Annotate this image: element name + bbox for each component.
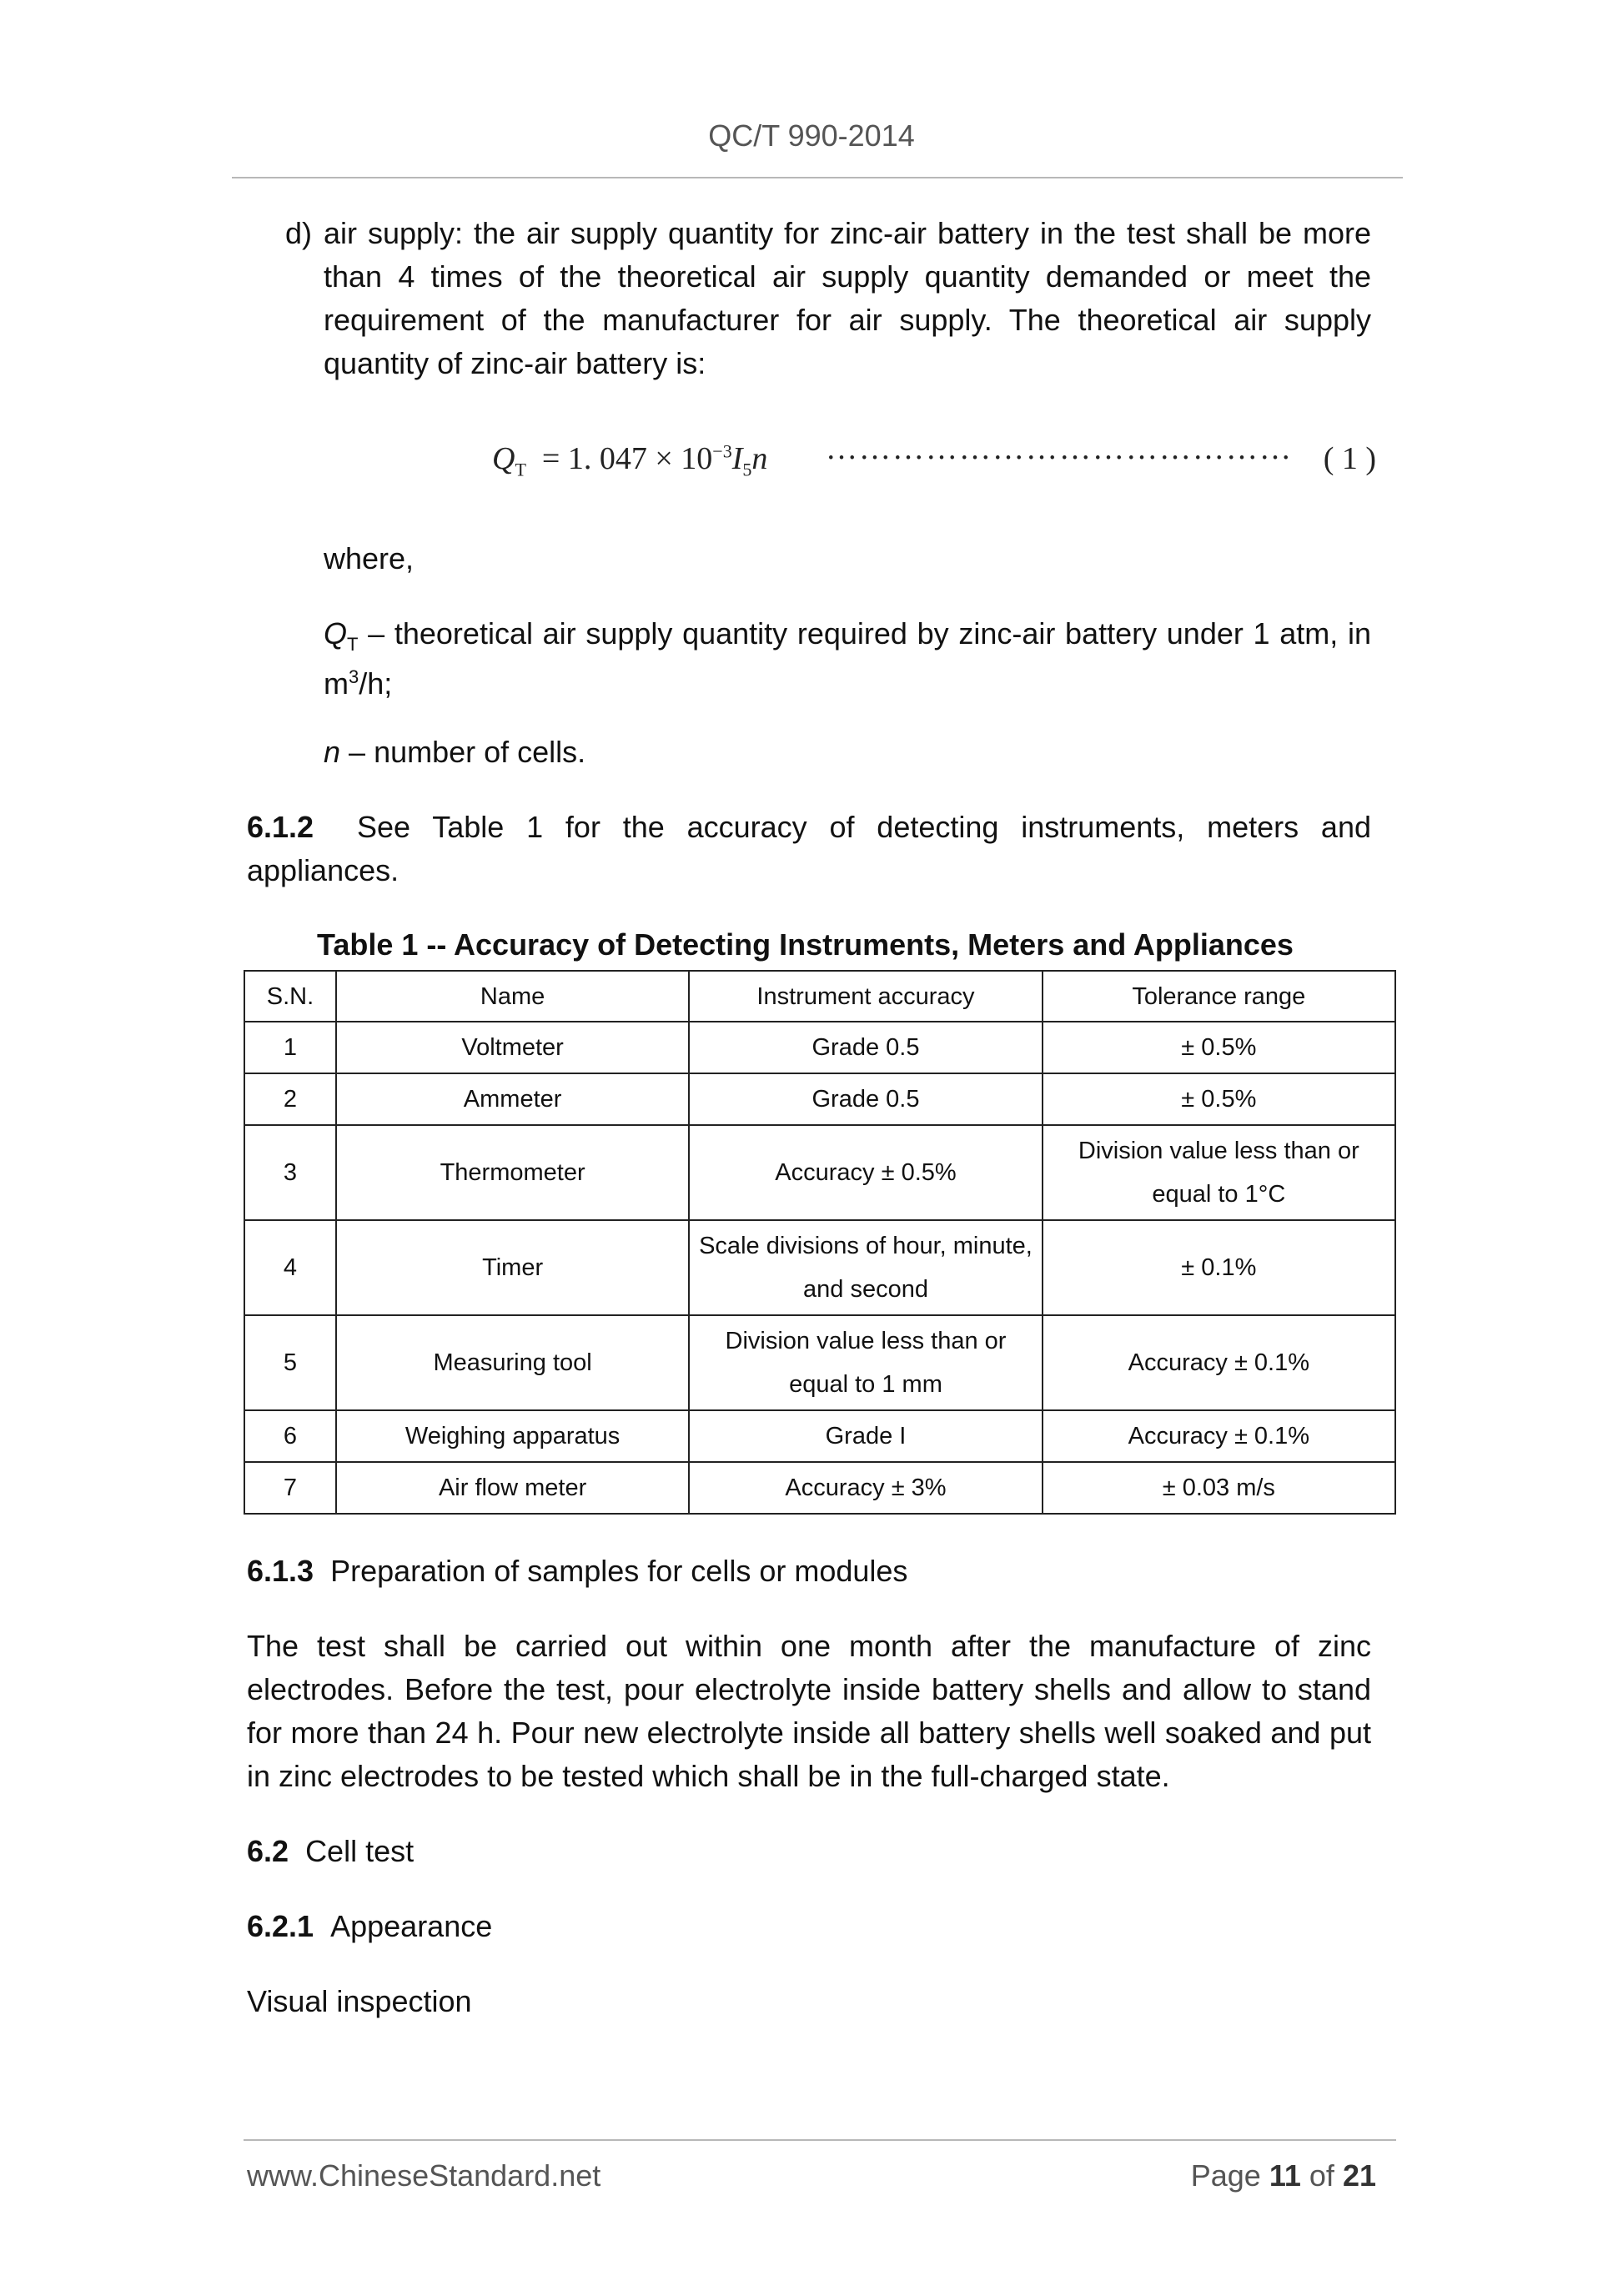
section-6-1-3-line-3: for more than 24 h. Pour new electrolyte inside all battery shells well soaked and put — [247, 1716, 1371, 1750]
table-title: Table 1 -- Accuracy of Detecting Instruments, Meters and Appliances — [317, 927, 1294, 962]
table-cell: 3 — [244, 1125, 336, 1220]
section-6-1-3-line-2: electrodes. Before the test, pour electrolyte inside battery shells and allow to stand — [247, 1672, 1371, 1706]
table-cell: ± 0.03 m/s — [1043, 1462, 1395, 1514]
table-row — [244, 1022, 1395, 1073]
section-6-1-2-line-1: See Table 1 for the accuracy of detecting instruments, meters and — [357, 810, 1371, 844]
table-row — [244, 1315, 1395, 1410]
table-cell: ± 0.5% — [1043, 1022, 1395, 1073]
table-cell: Thermometer — [336, 1125, 689, 1220]
table-cell: Voltmeter — [336, 1022, 689, 1073]
running-header: QC/T 990-2014 — [708, 118, 915, 153]
table-cell: ± 0.1% — [1043, 1220, 1395, 1315]
table-cell: Air flow meter — [336, 1462, 689, 1514]
table-cell: Weighing apparatus — [336, 1410, 689, 1462]
table-cell: Timer — [336, 1220, 689, 1315]
table-row — [244, 1073, 1395, 1125]
header-cell: Tolerance range — [1043, 971, 1395, 1022]
table-cell: Measuring tool — [336, 1315, 689, 1410]
header-cell: Instrument accuracy — [689, 971, 1042, 1022]
section-heading-6-2: 6.2 Cell test — [247, 1834, 415, 1868]
item-d-line-4: quantity of zinc-air battery is: — [324, 346, 706, 380]
section-6-1-3-line-1: The test shall be carried out within one month after the manufacture of zinc — [247, 1629, 1371, 1663]
table-row — [244, 1220, 1395, 1315]
formula-leader-dots: …………………………………… — [826, 431, 1293, 466]
table-row — [244, 1410, 1395, 1462]
page-number: Page 11 of 21 — [1190, 2158, 1376, 2193]
table-header-row — [244, 971, 1395, 1022]
section-6-1-2-line-2: appliances. — [247, 853, 399, 887]
item-d-line-3: requirement of the manufacturer for air supply. The theoretical air supply — [324, 303, 1371, 337]
header-cell: Name — [336, 971, 689, 1022]
table-cell: Grade I — [689, 1410, 1042, 1462]
section-6-1-3-line-4: in zinc electrodes to be tested which shall be in the full-charged state. — [247, 1759, 1170, 1793]
definition-qt-line-1: $Q_T$ – theoretical air supply quantity required by zinc-air battery under 1 atm, in — [324, 616, 1371, 656]
definition-n: n – number of cells. — [324, 735, 586, 769]
header-rule — [232, 177, 1403, 178]
list-marker-d: d) — [285, 216, 313, 250]
table-cell: Grade 0.5 — [689, 1073, 1042, 1125]
where-label: where, — [324, 541, 415, 575]
table-cell: 5 — [244, 1315, 336, 1410]
footer-site-link[interactable]: www.ChineseStandard.net — [247, 2158, 601, 2193]
table-cell: Accuracy ± 0.5% — [689, 1125, 1042, 1220]
table-cell: 1 — [244, 1022, 336, 1073]
equation-number: ( 1 ) — [1323, 441, 1376, 476]
table-row — [244, 1125, 1395, 1220]
item-d-line-2: than 4 times of the theoretical air supply quantity demanded or meet the — [324, 259, 1371, 294]
footer-rule — [244, 2139, 1396, 2141]
table-cell: 7 — [244, 1462, 336, 1514]
table-cell: Accuracy ± 0.1% — [1043, 1410, 1395, 1462]
table-cell: 6 — [244, 1410, 336, 1462]
item-d-line-1: air supply: the air supply quantity for zinc-air battery in the test shall be more — [324, 216, 1371, 250]
section-heading-6-1-3: 6.1.3 Preparation of samples for cells or modules — [247, 1554, 908, 1588]
table-cell: 4 — [244, 1220, 336, 1315]
formula-expression: $Q_T = 1$. $047 \times 10^{-3}I_5n$ — [492, 440, 768, 480]
table-cell: Scale divisions of hour, minute, and second — [689, 1220, 1042, 1315]
visual-inspection-text: Visual inspection — [247, 1984, 472, 2018]
header-cell: S.N. — [244, 971, 336, 1022]
accuracy-table — [244, 970, 1396, 1515]
section-number-6-1-2: 6.1.2 — [247, 810, 314, 844]
table-cell: 2 — [244, 1073, 336, 1125]
table-row — [244, 1462, 1395, 1514]
table-cell: Accuracy ± 0.1% — [1043, 1315, 1395, 1410]
table-cell: Accuracy ± 3% — [689, 1462, 1042, 1514]
table-cell: Ammeter — [336, 1073, 689, 1125]
table-cell: ± 0.5% — [1043, 1073, 1395, 1125]
table-cell: Grade 0.5 — [689, 1022, 1042, 1073]
section-heading-6-2-1: 6.2.1 Appearance — [247, 1909, 493, 1943]
equation-1 — [492, 431, 1376, 484]
table-cell: Division value less than or equal to 1°C — [1043, 1125, 1395, 1220]
table-cell: Division value less than or equal to 1 mm — [689, 1315, 1042, 1410]
definition-qt-unit: $m^3/h$; — [324, 666, 393, 701]
